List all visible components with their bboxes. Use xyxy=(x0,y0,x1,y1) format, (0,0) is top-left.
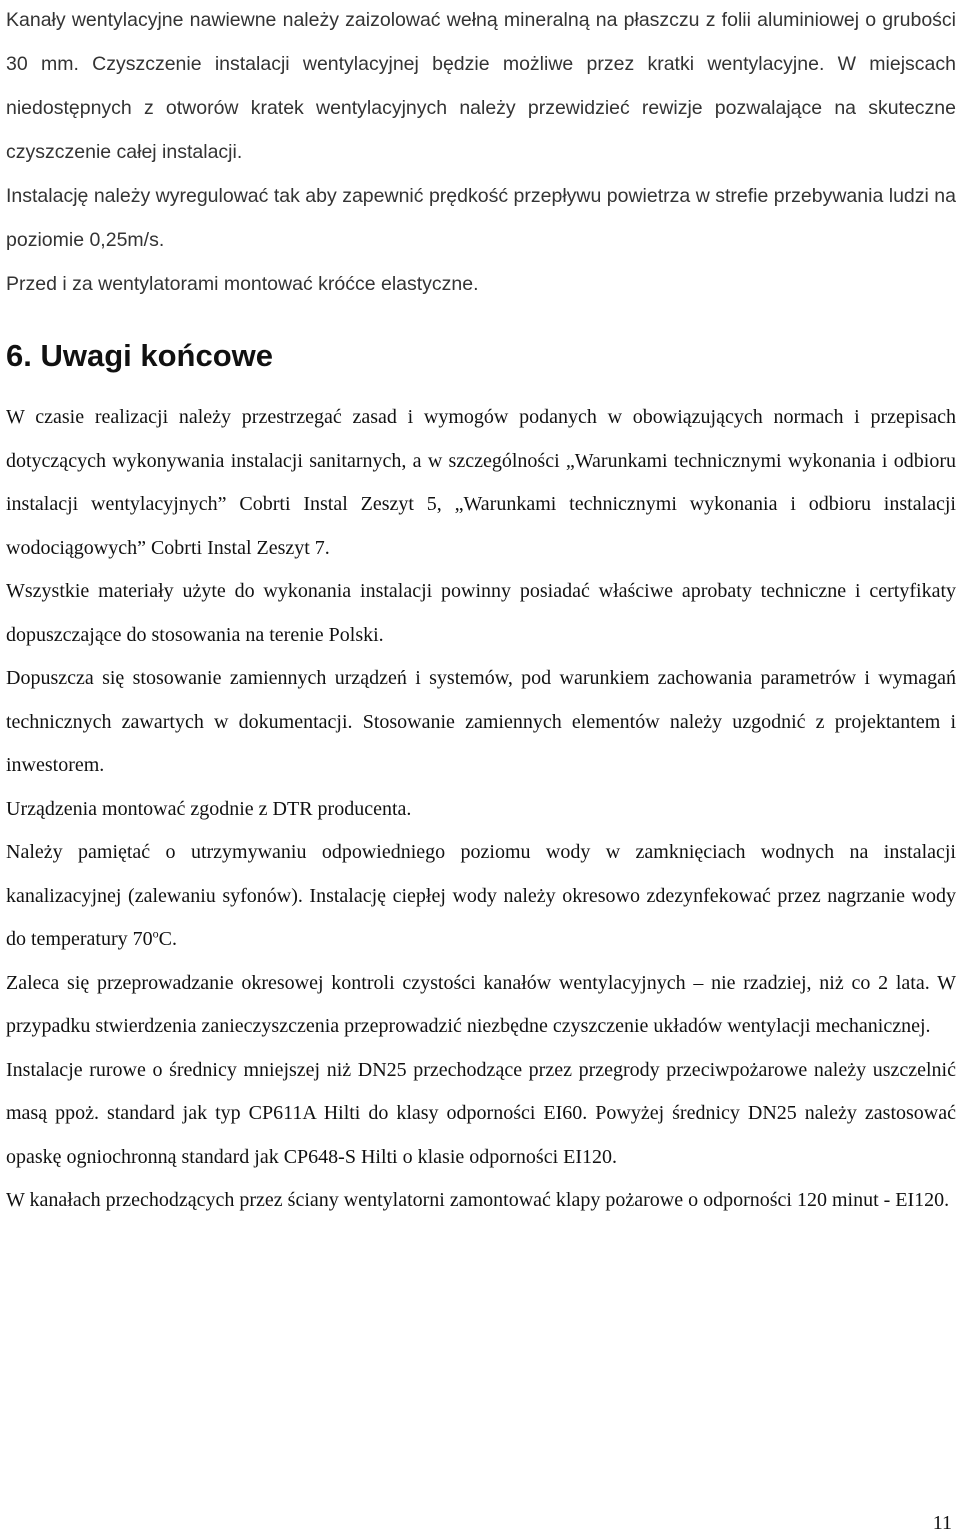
paragraph-regulations: W czasie realizacji należy przestrzegać zasad i wymogów podanych w obowiązujących normach i przepisach dotyczących wykonywania instalacji sanitarnych, a w szczególności „Warunkami technicznymi wykonania i odbioru instalacji wentylacyjnych” Cobrti Instal Zeszyt 5, „Warunkami technicznymi wykonania i odbioru instalacji wodociągowych” Cobrti Instal Zeszyt 7. xyxy=(6,406,956,559)
water-seals-text: Należy pamiętać o utrzymywaniu odpowiedniego poziomu wody w zamknięciach wodnych na instalacji kanalizacyjnej (zalewaniu syfonów). Instalację ciepłej wody należy okresowo zdezynfekować przez nagrzanie wody do temperatury 70 xyxy=(6,841,956,950)
paragraph-materials: Wszystkie materiały użyte do wykonania instalacji powinny posiadać właściwe aprobaty techniczne i certyfikaty dopuszczające do stosowania na terenie Polski. xyxy=(6,580,956,646)
water-seals-unit: C. xyxy=(158,928,177,950)
section-heading: 6. Uwagi końcowe xyxy=(6,338,274,373)
paragraph-fan-connectors: Przed i za wentylatorami montować króćce elastyczne. xyxy=(6,273,479,295)
paragraph-duct-inspection: Zaleca się przeprowadzanie okresowej kontroli czystości kanałów wentylacyjnych – nie rzadziej, niż co 2 lata. W przypadku stwierdzenia zanieczyszczenia przeprowadzić niezbędne czyszczenie układów wentylacji mechanicznej. xyxy=(6,971,956,1037)
section-body xyxy=(6,396,956,1223)
paragraph-substitutes: Dopuszcza się stosowanie zamiennych urządzeń i systemów, pod warunkiem zachowania parametrów i wymagań technicznych zawartych w dokumentacji. Stosowanie zamiennych elementów należy uzgodnić z projektantem i inwestorem. xyxy=(6,667,956,776)
page-number: 11 xyxy=(932,1512,952,1534)
paragraph-water-seals xyxy=(6,831,956,962)
paragraph-fire-dampers: W kanałach przechodzących przez ściany wentylatorni zamontować klapy pożarowe o odporności 120 minut - EI120. xyxy=(6,1189,950,1211)
paragraph-fire-sealing: Instalacje rurowe o średnicy mniejszej niż DN25 przechodzące przez przegrody przeciwpożarowe należy uszczelnić masą ppoż. standard jak typ CP611A Hilti do klasy odporności EI60. Powyżej średnicy DN25 należy zastosować opaskę ogniochronną standard jak CP648-S Hilti o klasie odporności EI120. xyxy=(6,1058,956,1168)
paragraph-airflow-regulation: Instalację należy wyregulować tak aby zapewnić prędkość przepływu powietrza w strefie przebywania ludzi na poziomie 0,25m/s. xyxy=(6,185,956,251)
degree-superscript: o xyxy=(152,926,159,941)
paragraph-ventilation-insulation: Kanały wentylacyjne nawiewne należy zaizolować wełną mineralną na płaszczu z folii aluminiowej o grubości 30 mm. Czyszczenie instalacji wentylacyjnej będzie możliwe przez kratki wentylacyjne. W miejscach niedostępnych z otworów kratek wentylacyjnych należy przewidzieć rewizje pozwalające na skuteczne czyszczenie całej instalacji. xyxy=(6,9,956,163)
paragraph-dtr: Urządzenia montować zgodnie z DTR producenta. xyxy=(6,797,412,820)
intro-text xyxy=(6,0,956,306)
